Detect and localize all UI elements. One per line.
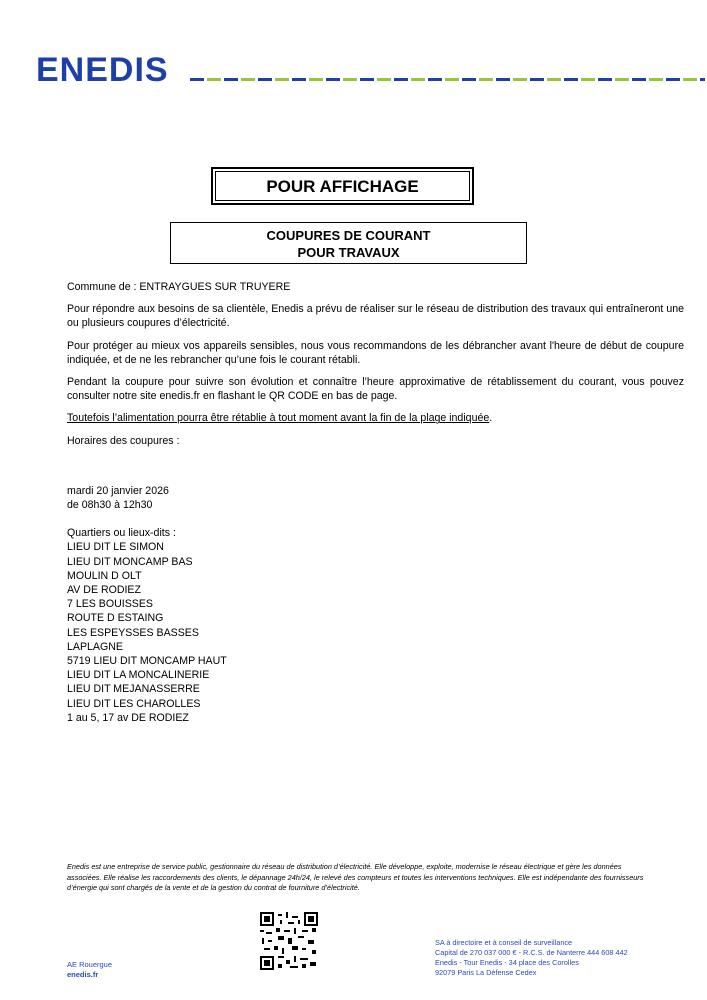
paragraph-1: Pour répondre aux besoins de sa clientèle, Enedis a prévu de réaliser sur le réseau de distribution des travaux qui entraîneront une ou plusieurs coupures d’électricité. <box>67 303 684 330</box>
schedule <box>67 484 684 512</box>
notice <box>67 411 684 425</box>
footer-right-line: SA à directoire et à conseil de surveillance <box>435 938 573 947</box>
quartier-item: 1 au 5, 17 av DE RODIEZ <box>67 711 189 724</box>
footer-right-line: Capital de 270 037 000 € - R.C.S. de Nanterre 444 608 442 <box>435 948 628 957</box>
footer-right <box>435 938 628 978</box>
quartier-item: ROUTE D ESTAING <box>67 612 164 625</box>
disclaimer: Enedis est une entreprise de service public, gestionnaire du réseau de distribution d’électricité. Elle développe, exploite, modernise le réseau électrique et gère les données associées. Elle réalise les raccordements des clients, le dépannage 24h/24, le relevé des compteurs et toutes les interventions techniques. Elle est indépendante des fournisseurs d’énergie qui sont chargés de la vente et de la gestion du contrat de fourniture d’électricité. <box>67 862 644 892</box>
footer-right-line: Enedis - Tour Enedis - 34 place des Corolles <box>435 958 579 967</box>
quartier-item: LIEU DIT LES CHAROLLES <box>67 697 201 710</box>
notice-end: . <box>489 412 493 425</box>
schedule-hours: de 08h30 à 12h30 <box>67 499 153 512</box>
schedule-date: mardi 20 janvier 2026 <box>67 484 169 497</box>
quartier-item: LIEU DIT MONCAMP BAS <box>67 555 193 568</box>
quartier-item: 5719 LIEU DIT MONCAMP HAUT <box>67 655 227 668</box>
quartier-item: LIEU DIT MEJANASSERRE <box>67 683 200 696</box>
quartiers-list <box>67 526 684 725</box>
notice-text: Toutefois l’alimentation pourra être rétablie à tout moment avant la fin de la plage indiquée <box>67 412 490 425</box>
commune: Commune de : ENTRAYGUES SUR TRUYERE <box>67 281 291 293</box>
paragraph-3: Pendant la coupure pour suivre son évolution et connaître l’heure approximative de rétablissement du courant, vous pouvez consulter notre site enedis.fr en flashant le QR CODE en bas de page. <box>67 376 684 403</box>
title-box <box>211 167 474 205</box>
footer-region: AE Rouergue <box>67 960 113 969</box>
page-title: POUR AFFICHAGE <box>266 177 419 196</box>
body-content <box>67 280 684 725</box>
subtitle-box <box>170 222 527 264</box>
logo-text: ENEDIS <box>36 54 169 84</box>
header-dashed-line <box>190 78 705 81</box>
subtitle-line-2: POUR TRAVAUX <box>297 245 400 260</box>
horaires-label: Horaires des coupures : <box>67 434 180 447</box>
enedis-logo <box>36 54 186 84</box>
quartier-item: MOULIN D OLT <box>67 569 142 582</box>
paragraph-2: Pour protéger au mieux vos appareils sensibles, nous vous recommandons de les débrancher avant l'heure de début de coupure indiquée, et de ne les rebrancher qu’une fois le courant rétabli. <box>67 339 684 366</box>
quartier-item: AV DE RODIEZ <box>67 584 141 597</box>
quartier-item: LIEU DIT LA MONCALINERIE <box>67 669 210 682</box>
footer-right-line: 92079 Paris La Défense Cedex <box>435 968 537 977</box>
quartier-item: 7 LES BOUISSES <box>67 598 153 611</box>
qr-code-icon[interactable] <box>260 912 318 970</box>
quartier-item: LIEU DIT LE SIMON <box>67 541 164 554</box>
quartier-item: LAPLAGNE <box>67 640 123 653</box>
footer-site-link[interactable]: enedis.fr <box>67 970 99 979</box>
footer-left <box>67 960 112 980</box>
quartiers-label: Quartiers ou lieux-dits : <box>67 527 176 540</box>
quartier-item: LES ESPEYSSES BASSES <box>67 626 199 639</box>
subtitle-line-1: COUPURES DE COURANT <box>266 228 431 243</box>
